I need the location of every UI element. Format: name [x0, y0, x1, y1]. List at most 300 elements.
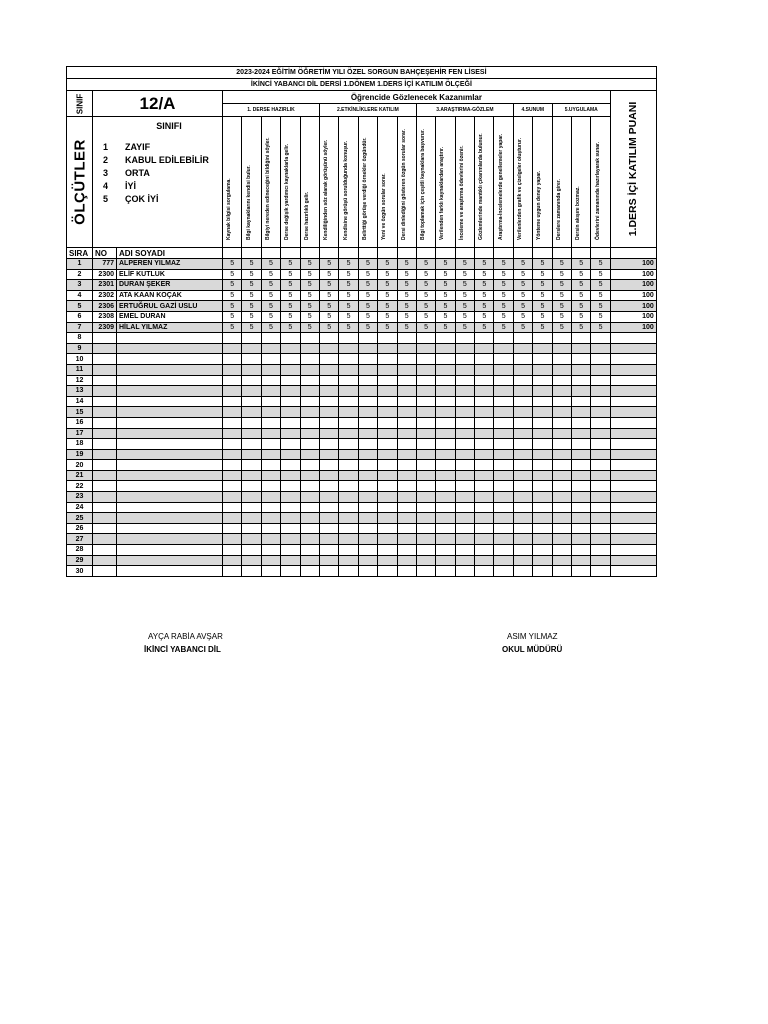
score-cell[interactable]	[572, 333, 591, 344]
score-cell[interactable]	[223, 407, 242, 418]
score-cell[interactable]	[223, 566, 242, 577]
student-name-empty[interactable]	[117, 470, 223, 481]
score-cell[interactable]: 5	[436, 259, 455, 270]
score-cell[interactable]	[397, 396, 416, 407]
score-cell[interactable]	[261, 364, 280, 375]
score-cell[interactable]	[378, 481, 397, 492]
score-cell[interactable]: 5	[300, 259, 319, 270]
score-cell[interactable]	[397, 386, 416, 397]
score-cell[interactable]	[455, 460, 474, 471]
score-cell[interactable]	[378, 439, 397, 450]
score-cell[interactable]	[436, 386, 455, 397]
score-cell[interactable]	[397, 364, 416, 375]
score-cell[interactable]: 5	[319, 301, 338, 312]
score-cell[interactable]: 5	[591, 280, 610, 291]
score-cell[interactable]	[242, 396, 261, 407]
score-cell[interactable]	[223, 523, 242, 534]
score-cell[interactable]: 5	[436, 301, 455, 312]
score-cell[interactable]	[242, 492, 261, 503]
score-cell[interactable]: 5	[416, 311, 435, 322]
score-cell[interactable]	[494, 439, 513, 450]
score-cell[interactable]	[533, 386, 552, 397]
score-cell[interactable]	[378, 513, 397, 524]
score-cell[interactable]: 5	[339, 269, 358, 280]
score-cell[interactable]	[223, 555, 242, 566]
student-no-empty[interactable]	[93, 364, 117, 375]
score-cell[interactable]	[416, 534, 435, 545]
score-cell[interactable]	[397, 417, 416, 428]
student-name-empty[interactable]	[117, 364, 223, 375]
student-name-empty[interactable]	[117, 545, 223, 556]
score-cell[interactable]	[513, 417, 532, 428]
score-cell[interactable]	[494, 417, 513, 428]
score-cell[interactable]	[358, 343, 377, 354]
score-cell[interactable]	[513, 523, 532, 534]
score-cell[interactable]	[533, 492, 552, 503]
score-cell[interactable]	[261, 502, 280, 513]
score-cell[interactable]	[378, 523, 397, 534]
score-cell[interactable]	[261, 333, 280, 344]
score-cell[interactable]	[358, 460, 377, 471]
score-cell[interactable]	[455, 343, 474, 354]
score-cell[interactable]	[416, 386, 435, 397]
score-cell[interactable]: 5	[339, 290, 358, 301]
score-cell[interactable]	[358, 396, 377, 407]
score-cell[interactable]: 5	[242, 269, 261, 280]
score-cell[interactable]	[513, 396, 532, 407]
score-cell[interactable]	[455, 439, 474, 450]
score-cell[interactable]	[397, 523, 416, 534]
score-cell[interactable]	[552, 407, 571, 418]
score-cell[interactable]	[552, 343, 571, 354]
score-cell[interactable]	[261, 386, 280, 397]
score-cell[interactable]	[591, 492, 610, 503]
score-cell[interactable]	[513, 470, 532, 481]
score-cell[interactable]	[533, 460, 552, 471]
score-cell[interactable]	[223, 354, 242, 365]
score-cell[interactable]	[513, 492, 532, 503]
score-cell[interactable]: 5	[416, 259, 435, 270]
score-cell[interactable]	[319, 439, 338, 450]
score-cell[interactable]: 5	[300, 290, 319, 301]
score-cell[interactable]: 5	[319, 280, 338, 291]
score-cell[interactable]	[300, 566, 319, 577]
score-cell[interactable]	[455, 375, 474, 386]
score-cell[interactable]	[552, 354, 571, 365]
score-cell[interactable]: 5	[223, 280, 242, 291]
score-cell[interactable]	[261, 492, 280, 503]
student-name-empty[interactable]	[117, 396, 223, 407]
score-cell[interactable]	[455, 566, 474, 577]
score-cell[interactable]: 5	[436, 290, 455, 301]
score-cell[interactable]	[572, 481, 591, 492]
score-cell[interactable]	[358, 481, 377, 492]
score-cell[interactable]	[378, 375, 397, 386]
score-cell[interactable]	[513, 333, 532, 344]
score-cell[interactable]	[572, 492, 591, 503]
score-cell[interactable]	[339, 364, 358, 375]
score-cell[interactable]	[591, 513, 610, 524]
score-cell[interactable]	[552, 492, 571, 503]
score-cell[interactable]	[475, 513, 494, 524]
score-cell[interactable]	[378, 545, 397, 556]
score-cell[interactable]	[242, 513, 261, 524]
score-cell[interactable]	[455, 481, 474, 492]
student-no-empty[interactable]	[93, 449, 117, 460]
score-cell[interactable]	[261, 343, 280, 354]
score-cell[interactable]	[300, 439, 319, 450]
score-cell[interactable]	[494, 502, 513, 513]
score-cell[interactable]	[319, 449, 338, 460]
score-cell[interactable]	[533, 343, 552, 354]
score-cell[interactable]: 5	[242, 301, 261, 312]
score-cell[interactable]	[242, 354, 261, 365]
score-cell[interactable]: 5	[533, 301, 552, 312]
score-cell[interactable]	[552, 470, 571, 481]
score-cell[interactable]: 5	[455, 301, 474, 312]
score-cell[interactable]	[572, 375, 591, 386]
score-cell[interactable]	[242, 439, 261, 450]
score-cell[interactable]	[281, 333, 300, 344]
score-cell[interactable]	[300, 396, 319, 407]
score-cell[interactable]	[223, 545, 242, 556]
score-cell[interactable]	[591, 333, 610, 344]
score-cell[interactable]	[552, 555, 571, 566]
score-cell[interactable]: 5	[300, 311, 319, 322]
score-cell[interactable]	[513, 555, 532, 566]
score-cell[interactable]	[300, 375, 319, 386]
score-cell[interactable]	[552, 513, 571, 524]
student-name-empty[interactable]	[117, 523, 223, 534]
score-cell[interactable]	[436, 460, 455, 471]
score-cell[interactable]	[319, 396, 338, 407]
score-cell[interactable]	[319, 523, 338, 534]
score-cell[interactable]	[436, 513, 455, 524]
score-cell[interactable]: 5	[339, 259, 358, 270]
score-cell[interactable]: 5	[591, 301, 610, 312]
score-cell[interactable]	[494, 523, 513, 534]
student-name-empty[interactable]	[117, 481, 223, 492]
score-cell[interactable]	[475, 396, 494, 407]
score-cell[interactable]	[591, 375, 610, 386]
student-name-empty[interactable]	[117, 343, 223, 354]
score-cell[interactable]: 5	[300, 301, 319, 312]
score-cell[interactable]	[300, 492, 319, 503]
score-cell[interactable]: 5	[572, 280, 591, 291]
score-cell[interactable]	[319, 545, 338, 556]
score-cell[interactable]	[319, 481, 338, 492]
score-cell[interactable]: 5	[339, 301, 358, 312]
score-cell[interactable]	[339, 428, 358, 439]
score-cell[interactable]: 5	[572, 322, 591, 333]
score-cell[interactable]	[397, 470, 416, 481]
score-cell[interactable]	[572, 534, 591, 545]
score-cell[interactable]: 5	[455, 290, 474, 301]
score-cell[interactable]	[436, 502, 455, 513]
score-cell[interactable]	[494, 513, 513, 524]
score-cell[interactable]	[358, 375, 377, 386]
score-cell[interactable]	[300, 534, 319, 545]
score-cell[interactable]	[281, 439, 300, 450]
score-cell[interactable]	[416, 481, 435, 492]
score-cell[interactable]	[300, 333, 319, 344]
score-cell[interactable]	[242, 364, 261, 375]
score-cell[interactable]	[552, 523, 571, 534]
student-no-empty[interactable]	[93, 428, 117, 439]
score-cell[interactable]	[513, 566, 532, 577]
score-cell[interactable]	[552, 460, 571, 471]
student-name-empty[interactable]	[117, 492, 223, 503]
score-cell[interactable]	[223, 449, 242, 460]
score-cell[interactable]: 5	[358, 280, 377, 291]
score-cell[interactable]: 5	[494, 301, 513, 312]
score-cell[interactable]	[300, 449, 319, 460]
score-cell[interactable]	[242, 470, 261, 481]
score-cell[interactable]	[261, 534, 280, 545]
score-cell[interactable]	[475, 354, 494, 365]
student-no-empty[interactable]	[93, 343, 117, 354]
score-cell[interactable]	[416, 396, 435, 407]
score-cell[interactable]	[591, 470, 610, 481]
score-cell[interactable]	[436, 545, 455, 556]
score-cell[interactable]	[416, 428, 435, 439]
score-cell[interactable]	[358, 513, 377, 524]
score-cell[interactable]	[475, 343, 494, 354]
score-cell[interactable]	[319, 375, 338, 386]
score-cell[interactable]	[339, 481, 358, 492]
score-cell[interactable]: 5	[552, 290, 571, 301]
score-cell[interactable]	[552, 545, 571, 556]
score-cell[interactable]: 5	[319, 269, 338, 280]
score-cell[interactable]	[339, 513, 358, 524]
score-cell[interactable]	[358, 545, 377, 556]
score-cell[interactable]	[513, 386, 532, 397]
student-no-empty[interactable]	[93, 417, 117, 428]
score-cell[interactable]	[533, 545, 552, 556]
score-cell[interactable]	[319, 407, 338, 418]
score-cell[interactable]	[552, 428, 571, 439]
student-name-empty[interactable]	[117, 428, 223, 439]
score-cell[interactable]	[281, 460, 300, 471]
score-cell[interactable]	[358, 566, 377, 577]
score-cell[interactable]	[552, 364, 571, 375]
score-cell[interactable]	[475, 555, 494, 566]
score-cell[interactable]: 5	[475, 301, 494, 312]
score-cell[interactable]	[397, 545, 416, 556]
score-cell[interactable]	[281, 428, 300, 439]
score-cell[interactable]: 5	[513, 280, 532, 291]
score-cell[interactable]	[416, 439, 435, 450]
score-cell[interactable]: 5	[572, 311, 591, 322]
score-cell[interactable]	[261, 555, 280, 566]
score-cell[interactable]: 5	[513, 322, 532, 333]
score-cell[interactable]: 5	[261, 280, 280, 291]
score-cell[interactable]: 5	[533, 259, 552, 270]
student-no-empty[interactable]	[93, 386, 117, 397]
score-cell[interactable]	[455, 502, 474, 513]
score-cell[interactable]	[591, 534, 610, 545]
score-cell[interactable]	[319, 566, 338, 577]
score-cell[interactable]	[475, 481, 494, 492]
score-cell[interactable]	[572, 513, 591, 524]
score-cell[interactable]	[319, 343, 338, 354]
score-cell[interactable]	[281, 555, 300, 566]
score-cell[interactable]: 5	[416, 290, 435, 301]
score-cell[interactable]	[242, 386, 261, 397]
score-cell[interactable]	[242, 449, 261, 460]
student-name-empty[interactable]	[117, 566, 223, 577]
score-cell[interactable]	[533, 364, 552, 375]
score-cell[interactable]	[513, 534, 532, 545]
score-cell[interactable]: 5	[223, 311, 242, 322]
score-cell[interactable]	[475, 439, 494, 450]
score-cell[interactable]: 5	[591, 269, 610, 280]
score-cell[interactable]	[378, 449, 397, 460]
score-cell[interactable]	[455, 513, 474, 524]
score-cell[interactable]	[397, 439, 416, 450]
score-cell[interactable]	[475, 523, 494, 534]
score-cell[interactable]: 5	[261, 311, 280, 322]
score-cell[interactable]	[436, 407, 455, 418]
score-cell[interactable]: 5	[397, 301, 416, 312]
score-cell[interactable]: 5	[533, 269, 552, 280]
score-cell[interactable]	[513, 545, 532, 556]
score-cell[interactable]	[358, 333, 377, 344]
score-cell[interactable]	[281, 364, 300, 375]
score-cell[interactable]	[358, 492, 377, 503]
score-cell[interactable]	[339, 566, 358, 577]
score-cell[interactable]: 5	[242, 280, 261, 291]
score-cell[interactable]	[339, 545, 358, 556]
student-name-empty[interactable]	[117, 354, 223, 365]
score-cell[interactable]	[261, 460, 280, 471]
score-cell[interactable]	[339, 502, 358, 513]
score-cell[interactable]	[416, 460, 435, 471]
score-cell[interactable]: 5	[513, 311, 532, 322]
score-cell[interactable]: 5	[378, 290, 397, 301]
score-cell[interactable]	[223, 470, 242, 481]
score-cell[interactable]: 5	[281, 290, 300, 301]
score-cell[interactable]	[358, 354, 377, 365]
score-cell[interactable]: 5	[242, 259, 261, 270]
score-cell[interactable]	[378, 492, 397, 503]
score-cell[interactable]	[319, 417, 338, 428]
student-name-empty[interactable]	[117, 439, 223, 450]
score-cell[interactable]	[223, 502, 242, 513]
score-cell[interactable]	[494, 386, 513, 397]
score-cell[interactable]: 5	[572, 269, 591, 280]
score-cell[interactable]	[242, 333, 261, 344]
score-cell[interactable]	[475, 566, 494, 577]
score-cell[interactable]	[242, 417, 261, 428]
score-cell[interactable]	[591, 396, 610, 407]
score-cell[interactable]	[242, 407, 261, 418]
score-cell[interactable]	[416, 470, 435, 481]
score-cell[interactable]	[591, 417, 610, 428]
score-cell[interactable]	[591, 439, 610, 450]
student-no-empty[interactable]	[93, 375, 117, 386]
student-no-empty[interactable]	[93, 545, 117, 556]
score-cell[interactable]: 5	[475, 311, 494, 322]
score-cell[interactable]: 5	[572, 301, 591, 312]
score-cell[interactable]	[319, 502, 338, 513]
score-cell[interactable]	[416, 502, 435, 513]
score-cell[interactable]	[591, 523, 610, 534]
score-cell[interactable]: 5	[378, 301, 397, 312]
score-cell[interactable]	[513, 428, 532, 439]
score-cell[interactable]	[533, 417, 552, 428]
score-cell[interactable]: 5	[281, 259, 300, 270]
score-cell[interactable]	[416, 555, 435, 566]
score-cell[interactable]: 5	[397, 311, 416, 322]
score-cell[interactable]: 5	[416, 280, 435, 291]
score-cell[interactable]	[261, 354, 280, 365]
score-cell[interactable]: 5	[475, 290, 494, 301]
score-cell[interactable]	[436, 470, 455, 481]
score-cell[interactable]: 5	[436, 322, 455, 333]
score-cell[interactable]	[261, 396, 280, 407]
score-cell[interactable]: 5	[552, 301, 571, 312]
score-cell[interactable]: 5	[358, 290, 377, 301]
score-cell[interactable]	[552, 386, 571, 397]
score-cell[interactable]	[591, 354, 610, 365]
score-cell[interactable]	[475, 460, 494, 471]
score-cell[interactable]	[533, 354, 552, 365]
score-cell[interactable]	[475, 333, 494, 344]
student-name-empty[interactable]	[117, 502, 223, 513]
score-cell[interactable]	[513, 439, 532, 450]
score-cell[interactable]	[533, 439, 552, 450]
score-cell[interactable]	[475, 364, 494, 375]
score-cell[interactable]	[494, 396, 513, 407]
score-cell[interactable]	[533, 375, 552, 386]
score-cell[interactable]: 5	[261, 322, 280, 333]
score-cell[interactable]	[397, 534, 416, 545]
score-cell[interactable]	[591, 545, 610, 556]
score-cell[interactable]	[378, 417, 397, 428]
score-cell[interactable]	[533, 523, 552, 534]
score-cell[interactable]	[416, 449, 435, 460]
score-cell[interactable]: 5	[436, 280, 455, 291]
student-name-empty[interactable]	[117, 386, 223, 397]
score-cell[interactable]: 5	[572, 259, 591, 270]
score-cell[interactable]: 5	[455, 280, 474, 291]
score-cell[interactable]: 5	[475, 322, 494, 333]
student-no-empty[interactable]	[93, 555, 117, 566]
score-cell[interactable]	[494, 333, 513, 344]
score-cell[interactable]	[436, 417, 455, 428]
score-cell[interactable]	[533, 481, 552, 492]
score-cell[interactable]	[223, 492, 242, 503]
score-cell[interactable]	[223, 417, 242, 428]
score-cell[interactable]	[281, 513, 300, 524]
score-cell[interactable]	[455, 333, 474, 344]
score-cell[interactable]: 5	[300, 280, 319, 291]
score-cell[interactable]: 5	[455, 259, 474, 270]
score-cell[interactable]	[397, 481, 416, 492]
score-cell[interactable]: 5	[281, 269, 300, 280]
score-cell[interactable]	[572, 396, 591, 407]
score-cell[interactable]	[261, 407, 280, 418]
score-cell[interactable]: 5	[281, 311, 300, 322]
score-cell[interactable]	[242, 502, 261, 513]
score-cell[interactable]: 5	[397, 269, 416, 280]
score-cell[interactable]: 5	[494, 322, 513, 333]
score-cell[interactable]	[261, 545, 280, 556]
score-cell[interactable]	[513, 354, 532, 365]
student-no-empty[interactable]	[93, 534, 117, 545]
score-cell[interactable]	[455, 364, 474, 375]
